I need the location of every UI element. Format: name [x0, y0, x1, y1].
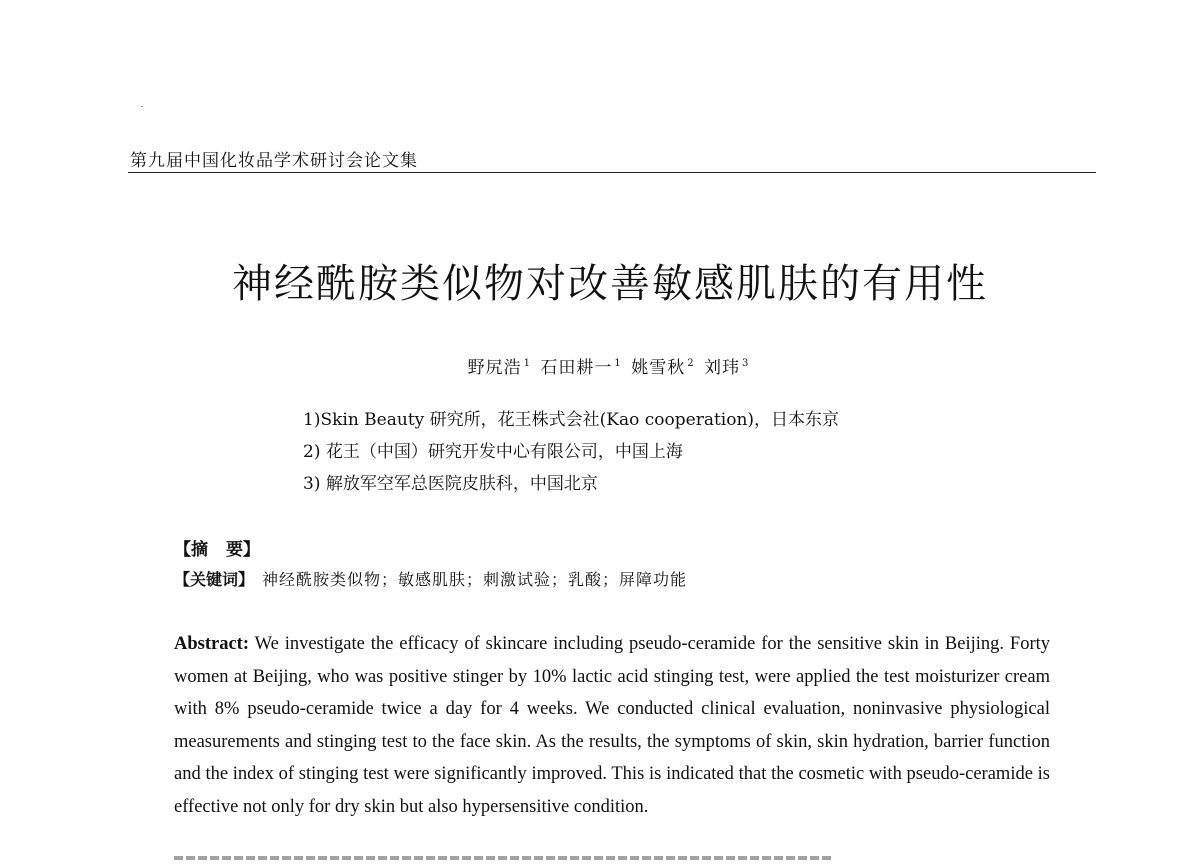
author-affil-mark: 3	[741, 358, 750, 369]
author-list	[0, 353, 1200, 378]
author-name: 石田耕一	[540, 358, 613, 378]
cutoff-text-line	[174, 852, 834, 864]
keywords-label: 【关键词】	[174, 570, 255, 589]
header-rule	[128, 172, 1096, 173]
author-name: 野尻浩	[467, 358, 522, 378]
abstract-heading-left: 【摘	[174, 540, 208, 560]
author-affil-mark: 1	[614, 358, 622, 369]
keywords-line	[174, 567, 687, 590]
abstract-heading-cn	[174, 535, 260, 560]
author-affil-mark: 1	[523, 358, 532, 369]
affiliation-1: 1)Skin Beauty 研究所，花王株式会社(Kao cooperation)，日本东京	[303, 410, 840, 430]
affiliation-2: 2) 花王（中国）研究开发中心有限公司，中国上海	[303, 442, 683, 462]
paper-title: 神经酰胺类似物对改善敏感肌肤的有用性	[232, 261, 988, 307]
abstract-heading-right: 要】	[226, 540, 260, 560]
author-name: 姚雪秋	[631, 358, 686, 378]
affiliation-3: 3) 解放军空军总医院皮肤科，中国北京	[303, 474, 598, 494]
running-header: 第九届中国化妆品学术研讨会论文集	[130, 151, 418, 171]
author-affil-mark: 2	[687, 358, 695, 369]
abstract-en-text: We investigate the efficacy of skincare including pseudo-ceramide for the sensitive skin in Beijing. Forty women at Beijing, who was positive stinger by 10% lactic acid stinging test, were applied the test moisturizer cream with 8% pseudo-ceramide twice a day for 4 weeks. We conducted clinical evaluation, noninvasive physiological measurements and stinging test to the face skin. As the results, the symptoms of skin, skin hydration, barrier function and the index of stinging test were significantly improved. This is indicated that the cosmetic with pseudo-ceramide is effective not only for dry skin but also hypersensitive condition.	[174, 634, 1051, 817]
keywords-text: 神经酰胺类似物；敏感肌肤；刺激试验；乳酸；屏障功能	[262, 570, 688, 589]
scan-speck	[141, 106, 143, 107]
abstract-en	[174, 628, 1050, 823]
abstract-en-label: Abstract:	[174, 634, 250, 654]
author-name: 刘玮	[703, 358, 740, 378]
